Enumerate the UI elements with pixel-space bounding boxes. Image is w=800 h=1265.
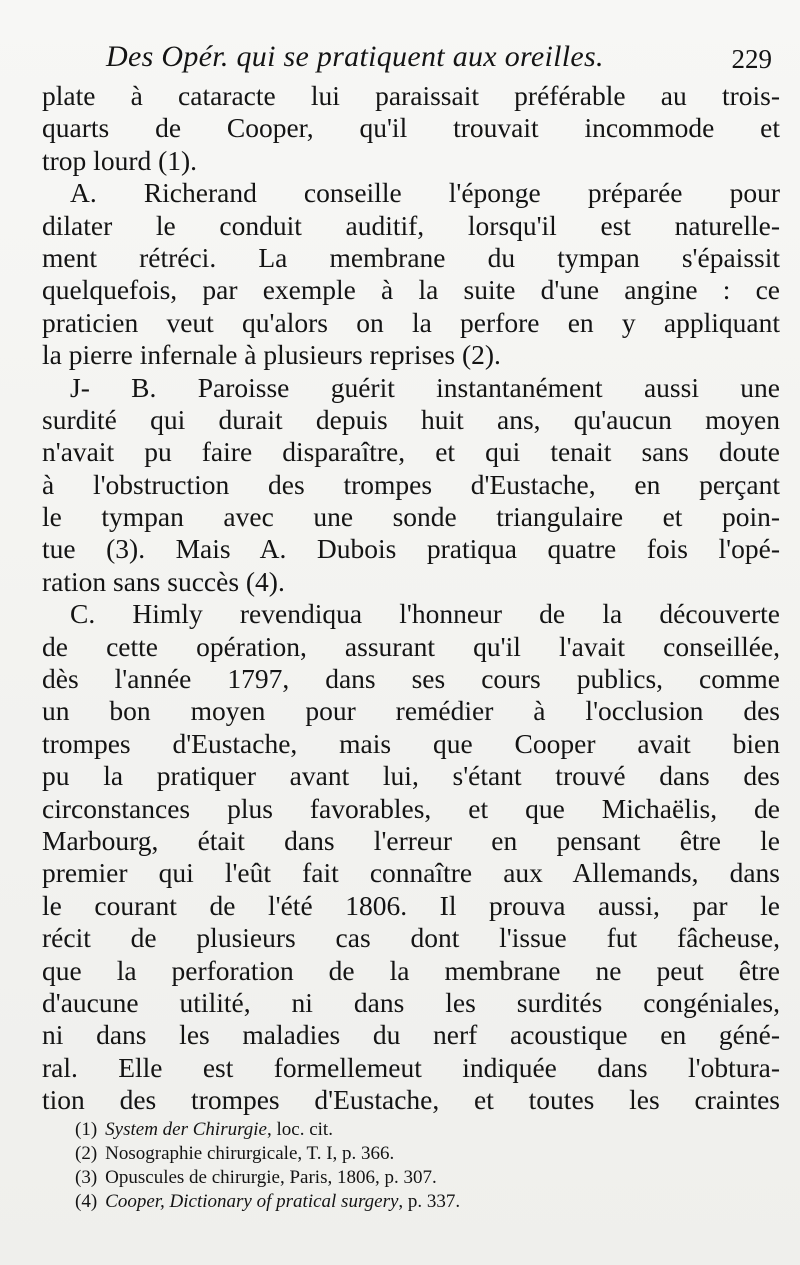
text-line: pu la pratiquer avant lui, s'étant trouvé dans des [42, 760, 780, 792]
footnote-text: Nosographie chirurgicale, T. I, p. 366. [105, 1143, 395, 1164]
text-line: la pierre infernale à plusieurs reprises (2). [42, 339, 501, 371]
footnote-number: (1) [75, 1119, 98, 1140]
body-text [42, 80, 780, 1117]
footnote-text: Opuscules de chirurgie, Paris, 1806, p. 307. [105, 1167, 437, 1188]
page-header [100, 40, 780, 80]
text-line: tion des trompes d'Eustache, et toutes les craintes [42, 1084, 780, 1116]
footnote-text: , p. 337. [398, 1191, 461, 1212]
text-line: le tympan avec une sonde triangulaire et poin- [42, 501, 780, 533]
footnote-number: (2) [75, 1143, 98, 1164]
footnote-number: (4) [75, 1191, 98, 1212]
text-line: C. Himly revendiqua l'honneur de la découverte [70, 598, 780, 630]
text-line: n'avait pu faire disparaître, et qui tenait sans doute [42, 436, 780, 468]
text-line: que la perforation de la membrane ne peut être [42, 954, 780, 986]
text-line: d'aucune utilité, ni dans les surdités congéniales, [42, 986, 780, 1018]
footnote [75, 1142, 675, 1166]
text-line: ration sans succès (4). [42, 565, 285, 597]
text-line: le courant de l'été 1806. Il prouva aussi, par le [42, 889, 780, 921]
text-line: trop lourd (1). [42, 144, 198, 176]
text-line: dilater le conduit auditif, lorsqu'il est naturelle- [42, 209, 780, 241]
footnote [75, 1190, 675, 1214]
text-line: plate à cataracte lui paraissait préférable au trois- [42, 80, 780, 111]
footnote-text: , loc. cit. [267, 1119, 333, 1140]
footnote [75, 1166, 675, 1190]
text-line: ment rétréci. La membrane du tympan s'épaissit [42, 241, 780, 273]
text-line: ni dans les maladies du nerf acoustique en géné- [42, 1019, 780, 1051]
text-line: à l'obstruction des trompes d'Eustache, en perçant [42, 468, 780, 500]
text-line: tue (3). Mais A. Dubois pratiqua quatre fois l'opé- [42, 533, 780, 565]
text-line: trompes d'Eustache, mais que Cooper avait bien [42, 727, 780, 759]
footnote-number: (3) [75, 1167, 98, 1188]
text-line: praticien veut qu'alors on la perfore en y appliquant [42, 306, 780, 338]
running-title: Des Opér. qui se pratiquent aux oreilles. [106, 40, 604, 73]
footnote-title: System der Chirurgie [105, 1119, 267, 1140]
text-line: circonstances plus favorables, et que Michaëlis, de [42, 792, 780, 824]
text-line: premier qui l'eût fait connaître aux Allemands, dans [42, 857, 780, 889]
text-line: A. Richerand conseille l'éponge préparée pour [70, 177, 780, 209]
text-line: Marbourg, était dans l'erreur en pensant être le [42, 824, 780, 856]
text-line: quarts de Cooper, qu'il trouvait incommode et [42, 112, 780, 144]
text-line: dès l'année 1797, dans ses cours publics, comme [42, 663, 780, 695]
footnotes [75, 1118, 675, 1214]
text-line: récit de plusieurs cas dont l'issue fut fâcheuse, [42, 922, 780, 954]
text-line: de cette opération, assurant qu'il l'avait conseillée, [42, 630, 780, 662]
text-line: J- B. Paroisse guérit instantanément aussi une [70, 371, 780, 403]
footnote [75, 1118, 675, 1142]
text-line: quelquefois, par exemple à la suite d'une angine : ce [42, 274, 780, 306]
page-number: 229 [731, 44, 772, 74]
text-line: ral. Elle est formellemeut indiquée dans l'obtura- [42, 1051, 780, 1083]
text-line: surdité qui durait depuis huit ans, qu'aucun moyen [42, 403, 780, 435]
footnote-title: Cooper, Dictionary of pratical surgery [105, 1191, 399, 1212]
text-line: un bon moyen pour remédier à l'occlusion des [42, 695, 780, 727]
